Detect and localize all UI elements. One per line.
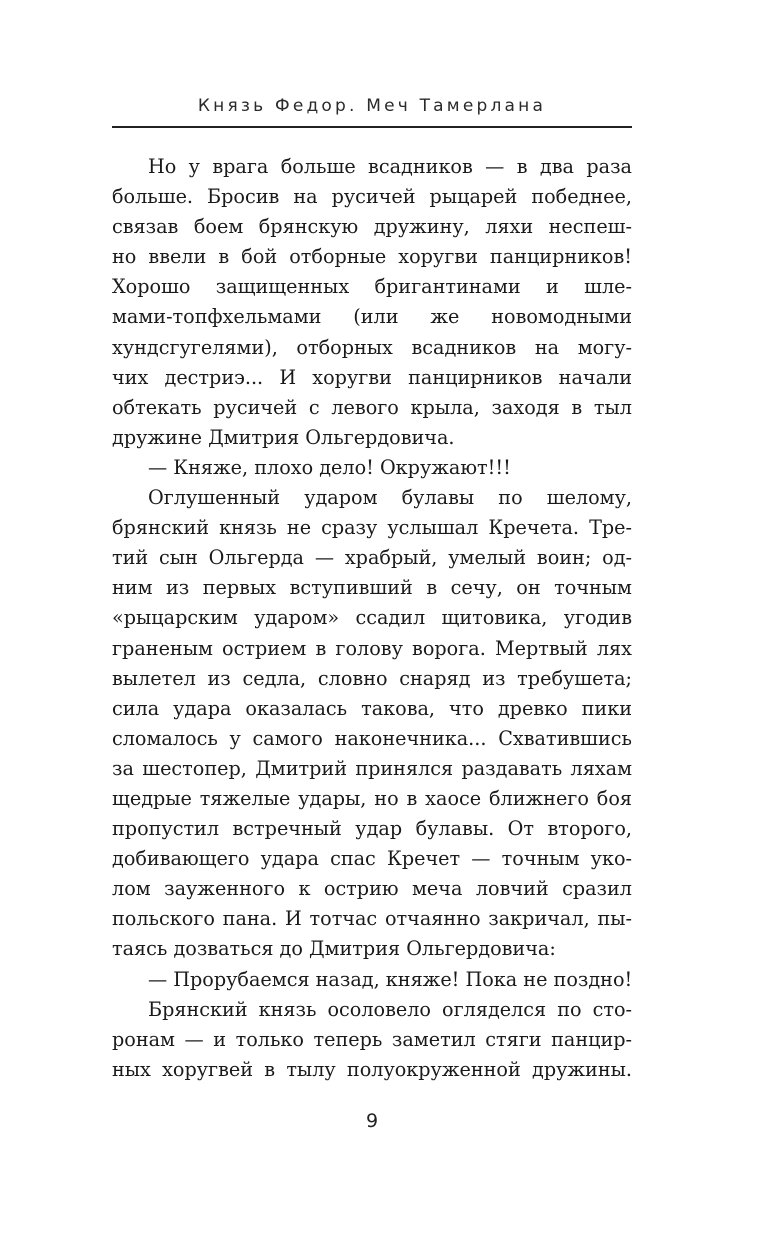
text-line: пропустил встречный удар булавы. От второго, xyxy=(112,817,632,841)
text-line: сломалось у самого наконечника... Схватившись xyxy=(112,726,632,750)
text-line: таясь дозваться до Дмитрия Ольгердовича: xyxy=(112,937,556,961)
text-line: «рыцарским ударом» ссадил щитовика, угодив xyxy=(112,606,632,630)
text-line: мами-топфхельмами (или же новомодными xyxy=(112,305,632,329)
header-rule xyxy=(112,126,632,128)
text-line: Но у врага больше всадников — в два раза xyxy=(148,155,632,178)
text-line: граненым острием в голову ворога. Мертвый лях xyxy=(112,636,632,660)
text-line: Оглушенный ударом булавы по шелому, xyxy=(148,486,632,510)
text-line: лом зауженного к острию меча ловчий сразил xyxy=(112,877,632,901)
text-line: щедрые тяжелые удары, но в хаосе ближнего боя xyxy=(112,786,632,810)
text-line: брянский князь не сразу услышал Кречета. Тре- xyxy=(112,516,632,540)
text-line: ним из первых вступивший в сечу, он точным xyxy=(112,576,632,600)
running-title: Князь Федор. Меч Тамерлана xyxy=(197,96,547,116)
text-line: польского пана. И тотчас отчаянно закричал, пы- xyxy=(112,907,632,931)
text-line: Хорошо защищенных бригантинами и шле- xyxy=(112,275,632,299)
text-line: вылетел из седла, словно снаряд из требушета; xyxy=(112,666,632,690)
text-line: — Прорубаемся назад, княже! Пока не поздно! xyxy=(148,967,633,991)
text-line: обтекать русичей с левого крыла, заходя в тыл xyxy=(112,395,632,419)
text-line: сила удара оказалась такова, что древко пики xyxy=(112,696,632,720)
text-line: ных хоругвей в тылу полуокруженной дружины. xyxy=(112,1057,632,1081)
text-line: ронам — и только теперь заметил стяги панцир- xyxy=(112,1027,632,1051)
text-line: чих дестриэ... И хоругви панцирников начали xyxy=(112,365,632,389)
text-line: хундсгугелями), отборных всадников на могу- xyxy=(112,335,632,359)
text-line: добивающего удара спас Кречет — точным уко- xyxy=(112,847,632,871)
page-number: 9 xyxy=(365,1110,379,1132)
text-line: Брянский князь осоловело огляделся по сто- xyxy=(148,997,632,1021)
text-line: но ввели в бой отборные хоругви панцирников! xyxy=(112,245,632,269)
text-line: за шестопер, Дмитрий принялся раздавать ляхам xyxy=(112,756,632,780)
body-text xyxy=(112,152,632,1085)
text-line: дружине Дмитрия Ольгердовича. xyxy=(112,425,455,449)
text-line: — Княже, плохо дело! Окружают!!! xyxy=(148,455,511,479)
text-line: тий сын Ольгерда — храбрый, умелый воин; од- xyxy=(112,546,632,570)
text-line: больше. Бросив на русичей рыцарей победнее, xyxy=(112,185,632,209)
text-line: связав боем брянскую дружину, ляхи неспеш- xyxy=(112,215,632,239)
